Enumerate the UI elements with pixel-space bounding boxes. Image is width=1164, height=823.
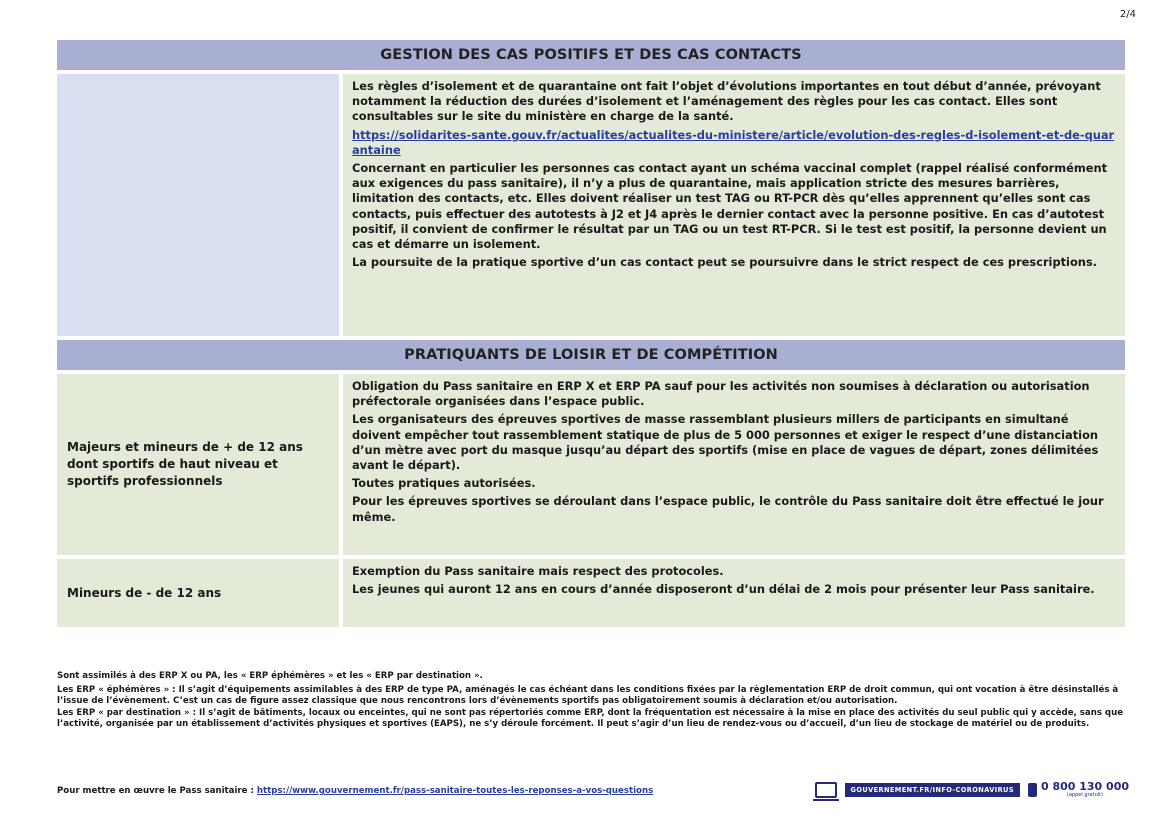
row-content (343, 374, 1125, 555)
table-row (57, 74, 1125, 336)
footer (57, 780, 1129, 799)
paragraph: Les jeunes qui auront 12 ans en cours d’année disposeront d’un délai de 2 mois pour présenter leur Pass sanitaire. (352, 582, 1095, 597)
isolement-link[interactable]: https://solidarites-sante.gouv.fr/actualites/actualites-du-ministere/article/evolution-des-regles-d-isolement-et-de-quarantaine (352, 127, 1115, 157)
pass-link[interactable]: https://www.gouvernement.fr/pass-sanitaire-toutes-les-reponses-a-vos-questions (256, 786, 654, 796)
footnote: Sont assimilés à des ERP X ou PA, les « ERP éphémères » et les « ERP par destination ». (57, 671, 483, 681)
section-header-cas: GESTION DES CAS POSITIFS ET DES CAS CONTACTS (57, 40, 1125, 70)
gouv-info-block (815, 781, 1129, 798)
row-label: Majeurs et mineurs de + de 12 ans dont sportifs de haut niveau et sportifs professionnels (57, 374, 339, 555)
row-content (343, 559, 1125, 627)
paragraph: Les règles d’isolement et de quarantaine ont fait l’objet d’évolutions importantes en tout début d’année, prévoyant notamment la réduction des durées d’isolement et l’aménagement des règles pour les cas contact. Elles sont consultables sur le site du ministère en charge de la santé. (352, 79, 1101, 124)
table-row (57, 559, 1125, 627)
row-label-empty (57, 74, 339, 336)
page-number: 2/4 (1119, 9, 1136, 20)
row-content (343, 74, 1125, 336)
paragraph: La poursuite de la pratique sportive d’un cas contact peut se poursuivre dans le strict respect de ces prescriptions. (352, 255, 1098, 270)
section-header-pratiquants: PRATIQUANTS DE LOISIR ET DE COMPÉTITION (57, 340, 1125, 370)
gouv-badge[interactable]: GOUVERNEMENT.FR/INFO-CORONAVIRUS (845, 783, 1020, 797)
footnote: Les ERP « par destination » : Il s’agit de bâtiments, locaux ou enceintes, qui ne sont pas répertoriés comme ERP, dont la fréquentation est nécessaire à la mise en place des activités du seul public qui y accède, sans que l’activité, organisée par un établissement d’activités physiques et sportives (EAPS), ne s’y déroule forcément. Il peut s’agir d’un lieu de rendez-vous ou d’accueil, d’un lieu de stockage de matériel ou de produits. (57, 707, 1124, 729)
computer-icon (815, 782, 837, 798)
paragraph: Toutes pratiques autorisées. (352, 476, 536, 491)
paragraph: Obligation du Pass sanitaire en ERP X et ERP PA sauf pour les activités non soumises à déclaration ou autorisation préfectorale organisées dans l’espace public. (352, 379, 1090, 409)
paragraph: Concernant en particulier les personnes cas contact ayant un schéma vaccinal complet (rappel réalisé conformément aux exigences du pass sanitaire), il n’y a plus de quarantaine, mais application stricte des mesures barrières, limitation des contacts, etc. Elles doivent réaliser un test TAG ou RT-PCR dès qu’elles apprennent qu’elles sont cas contacts, puis effectuer des autotests à J2 et J4 après le dernier contact avec la personne positive. En cas d’autotest positif, il convient de confirmer le résultat par un TAG ou un test RT-PCR. Si le test est positif, la personne devient un cas et démarre un isolement. (352, 161, 1108, 252)
paragraph: Pour les épreuves sportives se déroulant dans l’espace public, le contrôle du Pass sanitaire doit être effectué le jour même. (352, 494, 1104, 524)
footnote: Les ERP « éphémères » : Il s’agit d’équipements assimilables à des ERP de type PA, aménagés le cas échéant dans les conditions fixées par la règlementation ERP de droit commun, qui ont vocation à être désinstallés à l’issue de l’évènement. C’est un cas de figure assez classique que nous rencontrons lors d’évènements sportifs pas obligatoirement soumis à déclaration et/ou autorisation. (57, 685, 1119, 707)
info-table (57, 40, 1125, 627)
phone-subtext: (appel gratuit) (1066, 792, 1104, 798)
footnotes (57, 671, 1127, 733)
phone-number (1041, 781, 1129, 798)
pass-label: Pour mettre en œuvre le Pass sanitaire : (57, 786, 254, 796)
paragraph: Les organisateurs des épreuves sportives de masse rassemblant plusieurs millers de participants en simultané doivent empêcher tout rassemblement statique de plus de 5 000 personnes et exiger le respect d’une distanciation d’un mètre avec port du masque jusqu’au départ des sportifs (mise en place de vagues de départ, zones délimitées avant le départ). (352, 412, 1099, 473)
paragraph: Exemption du Pass sanitaire mais respect des protocoles. (352, 564, 724, 578)
table-row (57, 374, 1125, 555)
phone-number-text: 0 800 130 000 (1040, 780, 1129, 793)
phone-icon (1028, 783, 1037, 797)
row-label: Mineurs de - de 12 ans (57, 559, 339, 627)
